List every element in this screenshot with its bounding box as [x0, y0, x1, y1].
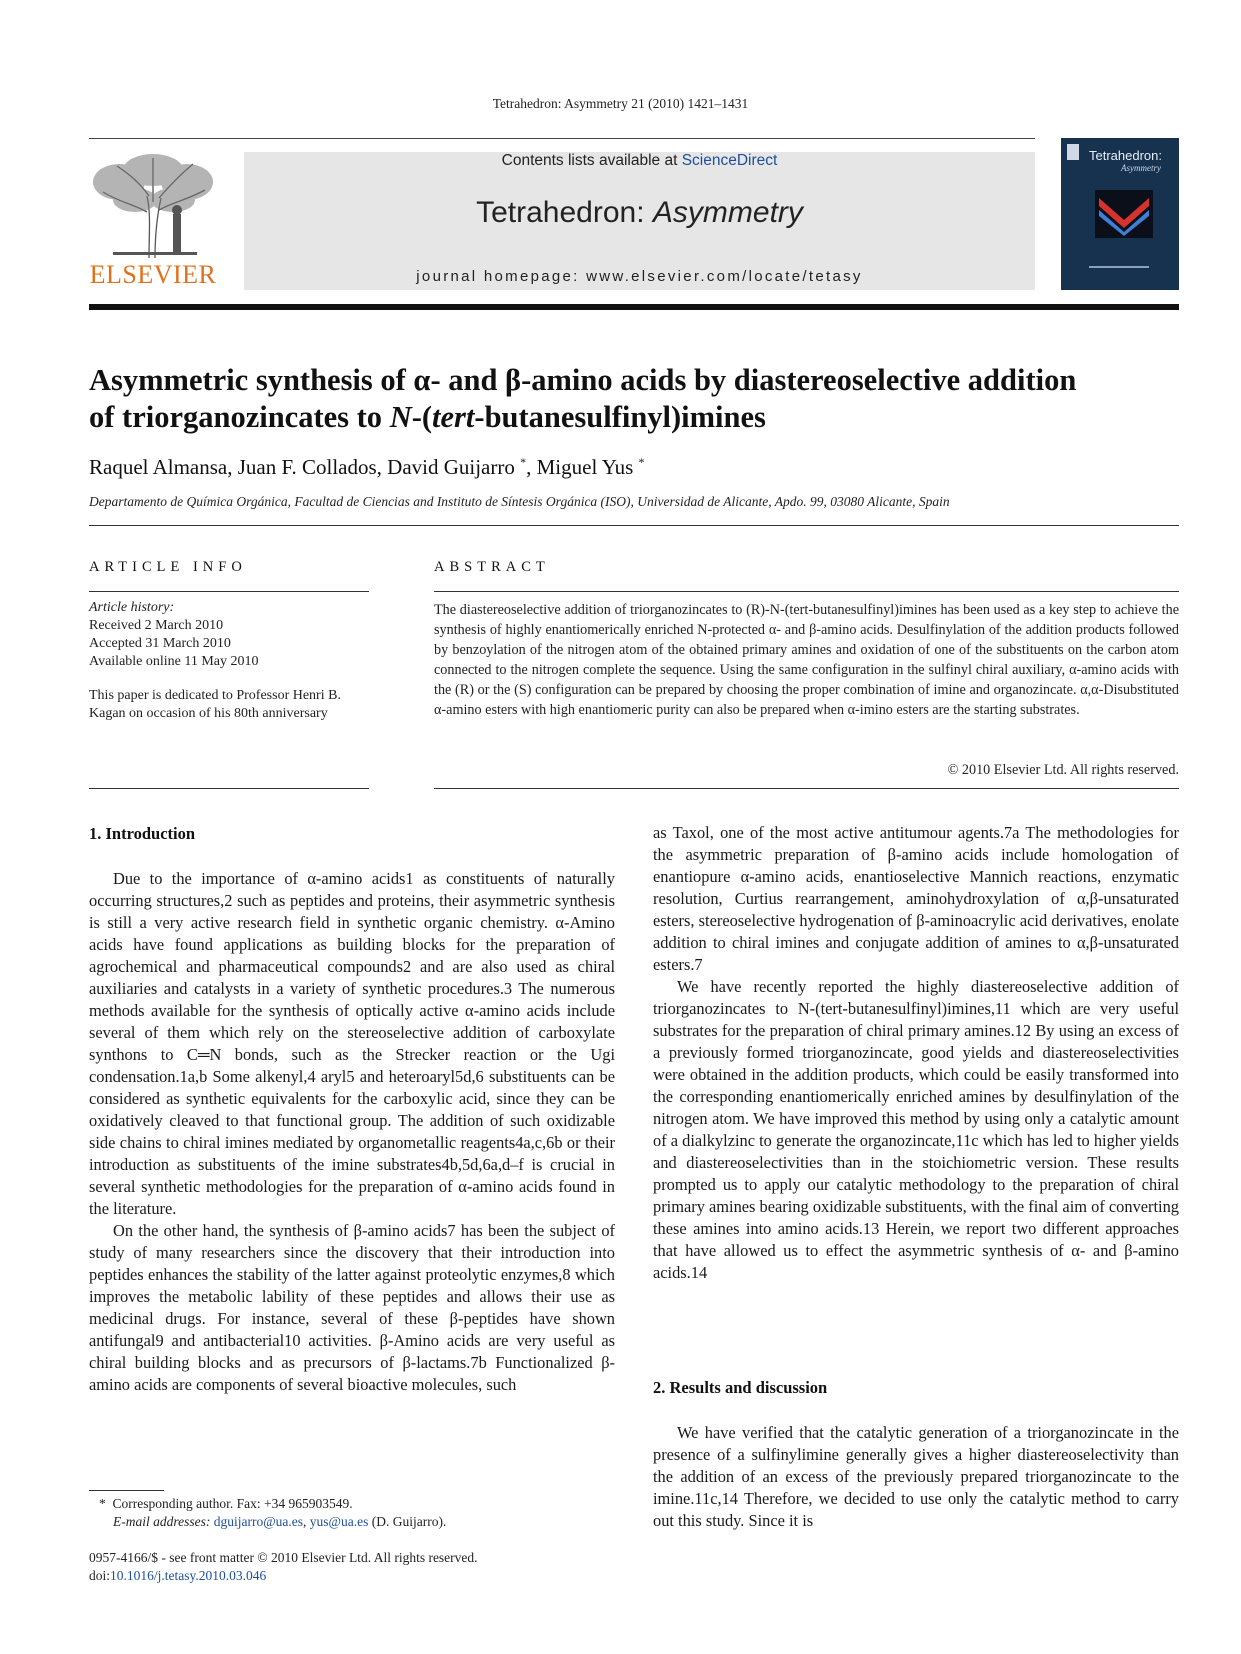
- author-name: Raquel Almansa: [89, 455, 228, 479]
- article-history: [89, 599, 374, 671]
- cover-title: Tetrahedron:: [1089, 148, 1162, 163]
- results-column: [653, 1422, 1179, 1532]
- dedication-line: Kagan on occasion of his 80th anniversary: [89, 706, 328, 721]
- footnote-rule: [89, 1490, 164, 1491]
- article-info-rule: [89, 591, 369, 592]
- journal-citation: Tetrahedron: Asymmetry 21 (2010) 1421–1431: [492, 96, 749, 111]
- footnote-mark: *: [99, 1496, 106, 1511]
- affiliation: Departamento de Química Orgánica, Facultad de Ciencias and Instituto de Síntesis Orgánica (ISO), Universidad de Alicante, Apdo. 99, 03080 Alicante, Spain: [89, 494, 950, 509]
- author-list: Raquel Almansa, Juan F. Collados, David Guijarro *, Miguel Yus *: [89, 455, 645, 479]
- title-line-2c: -(: [411, 400, 433, 434]
- article-info-bottom-rule: [89, 788, 369, 789]
- journal-name-plain: Tetrahedron:: [476, 196, 653, 229]
- introduction-heading: 1. Introduction: [89, 824, 196, 843]
- intro-paragraph-1: Due to the importance of α-amino acids1 as constituents of naturally occurring structures,2 such as peptides and proteins, their asymmetric synthesis is still a very active research field in synthetic organic chemistry. α-Amino acids have found applications as building blocks for the preparation of agrochemical and pharmaceutical compounds2 and are also used as chiral auxiliaries and catalysts in a variety of synthetic procedures.3 The numerous methods available for the synthesis of optically active α-amino acids include several of them which rely on the stereoselective addition of carboxylate synthons to C═N bonds, such as the Strecker reaction or the Ugi condensation.1a,b Some alkenyl,4 aryl5 and heteroaryl5d,6 substituents can be considered as synthetic equivalents for the carboxylic acid, since they can be oxidatively cleaved to that functional group. The addition of such oxidizable side chains to chiral imines mediated by organometallic reagents4a,c,6b or their introduction as substituents of the imine substrates4b,5d,6a,d–f is crucial in several synthetic methodologies for the preparation of α-amino acids found in the literature.: [89, 869, 615, 1218]
- received-date: Received 2 March 2010: [89, 618, 224, 633]
- article-info-heading: ARTICLE INFO: [89, 559, 247, 575]
- journal-homepage[interactable]: journal homepage: www.elsevier.com/locate/tetasy: [416, 268, 863, 285]
- history-label: Article history:: [89, 600, 175, 615]
- right-column: [653, 822, 1179, 1284]
- right-paragraph-1: as Taxol, one of the most active antitumour agents.7a The methodologies for the asymmetric preparation of β-amino acids include homologation of enantiopure α-amino acids, enantioselective Mannich reactions, enzymatic resolution, Curtius rearrangement, aminohydroxylation of α,β-unsaturated esters, stereoselective hydrogenation of β-aminoacrylic acid derivatives, enolate addition to chiral imines and conjugate addition of amines to α,β-unsaturated esters.7: [653, 823, 1179, 974]
- front-matter: [89, 1549, 478, 1585]
- abstract-paragraph: The diastereoselective addition of triorganozincates to (R)-N-(tert-butanesulfinyl)imines has been used as a key step to achieve the synthesis of highly enantiomerically enriched N-protected α- and β-amino acids. Desulfinylation of the addition products followed by benzoylation of the nitrogen atom of the obtained primary amines and oxidation of one of the substituents on the carbon atom connected to the nitrogen complete the sequence. Using the same configuration in the sulfinyl chiral auxiliary, α-amino acids with the (R) or the (S) configuration can be prepared by choosing the proper combination of imine and organozincate. α,α-Disubstituted α-amino esters with high enantiomeric purity can also be prepared when α-imino esters are the starting substrates.: [434, 602, 1179, 718]
- corresponding-mark[interactable]: *: [638, 455, 645, 469]
- right-paragraph-2: We have recently reported the highly diastereoselective addition of triorganozincates to N-(tert-butanesulfinyl)imines,11 which are very useful substrates for the preparation of chiral primary amines.12 By using an excess of a previously formed triorganozincate, good yields and diastereoselectivities were obtained in the addition products, which could be easily transformed into the corresponding enantiomerically enriched amines by desulfinylation of the nitrogen atom. We have improved this method by using only a catalytic amount of a dialkylzinc to generate the organozincate,11c which has led to higher yields and diastereoselectivities than in the stoichiometric version. These results prompted us to apply our catalytic methodology to the preparation of chiral primary amines bearing oxidizable substituents, with the final aim of converting these amines into amino acids.13 Herein, we report two different approaches that have allowed us to effect the asymmetric synthesis of α- and β-amino acids.14: [653, 977, 1179, 1282]
- left-column: [89, 868, 615, 1396]
- abstract-heading: ABSTRACT: [434, 559, 550, 575]
- dedication: [89, 687, 374, 723]
- journal-cover[interactable]: [1061, 138, 1179, 290]
- abstract-rule: [434, 591, 1179, 592]
- title-line-2e: -butanesulfinyl)imines: [474, 400, 766, 434]
- cover-artwork-icon: [1095, 190, 1153, 238]
- online-date: Available online 11 May 2010: [89, 654, 259, 669]
- cover-footer-mark: [1089, 266, 1149, 268]
- issn-line: 0957-4166/$ - see front matter © 2010 Elsevier Ltd. All rights reserved.: [89, 1550, 478, 1565]
- email-link-yus[interactable]: yus@ua.es: [309, 1514, 369, 1529]
- contents-prefix: Contents lists available at: [501, 152, 682, 169]
- header-thick-rule: [89, 304, 1179, 310]
- author-name[interactable]: David Guijarro: [387, 455, 515, 479]
- footnote-text: Corresponding author. Fax: +34 965903549.: [112, 1496, 353, 1511]
- contents-line: [244, 152, 1035, 170]
- doi-link[interactable]: 10.1016/j.tetasy.2010.03.046: [110, 1568, 267, 1583]
- corresponding-footnote: [99, 1495, 446, 1531]
- title-line-1: Asymmetric synthesis of α- and β-amino acids by diastereoselective addition: [89, 363, 1077, 397]
- article-title: [89, 362, 1184, 436]
- author-name: Juan F. Collados: [237, 455, 377, 479]
- elsevier-logo[interactable]: [89, 152, 217, 290]
- doi-label: doi:: [89, 1568, 111, 1583]
- abstract-bottom-rule: [434, 788, 1179, 789]
- header-rule: [89, 138, 1035, 139]
- author-name[interactable]: Miguel Yus: [536, 455, 634, 479]
- email-tail: (D. Guijarro).: [368, 1514, 447, 1529]
- elsevier-tree-icon: [89, 152, 217, 260]
- corresponding-mark[interactable]: *: [520, 455, 527, 469]
- title-line-2a: of triorganozincates to: [89, 400, 390, 434]
- journal-banner: [244, 152, 1035, 290]
- results-paragraph-1: We have verified that the catalytic generation of a triorganozincate in the presence of a sulfinylimine generally gives a higher diastereoselectivity than the addition of an excess of the previously prepared triorganozincate to the imine.11c,14 Therefore, we decided to use only the catalytic method to carry out this study. Since it is: [653, 1423, 1179, 1530]
- title-line-2b: N: [389, 400, 412, 434]
- email-link-guijarro[interactable]: dguijarro@ua.es: [213, 1514, 304, 1529]
- email-label: E-mail addresses:: [113, 1514, 214, 1529]
- results-heading: 2. Results and discussion: [653, 1378, 828, 1397]
- abstract-copyright: © 2010 Elsevier Ltd. All rights reserved.: [947, 762, 1179, 778]
- journal-name-italic: Asymmetry: [652, 196, 803, 229]
- abstract-text: [434, 600, 1179, 720]
- journal-name: [244, 196, 1035, 230]
- intro-paragraph-2: On the other hand, the synthesis of β-amino acids7 has been the subject of study of many researchers since the discovery that their introduction into peptides enhances the stability of the latter against proteolytic enzymes,8 which improves the metabolic lability of these peptides and allows their use as medicinal drugs. For instance, several of these β-peptides have shown antifungal9 and antibacterial10 activities. β-Amino acids are very useful as chiral building blocks and as precursors of β-lactams.7b Functionalized β-amino acids are components of several bioactive molecules, such: [89, 1221, 615, 1394]
- cover-badge-icon: [1067, 144, 1079, 160]
- elsevier-wordmark: ELSEVIER: [89, 260, 217, 289]
- title-line-2d: tert: [432, 400, 475, 434]
- email-separator: ,: [303, 1514, 310, 1529]
- affiliation-rule: [89, 525, 1179, 526]
- dedication-line: This paper is dedicated to Professor Henri B.: [89, 688, 341, 703]
- sciencedirect-link[interactable]: ScienceDirect: [681, 152, 778, 169]
- cover-subtitle: Asymmetry: [1121, 163, 1161, 173]
- accepted-date: Accepted 31 March 2010: [89, 636, 231, 651]
